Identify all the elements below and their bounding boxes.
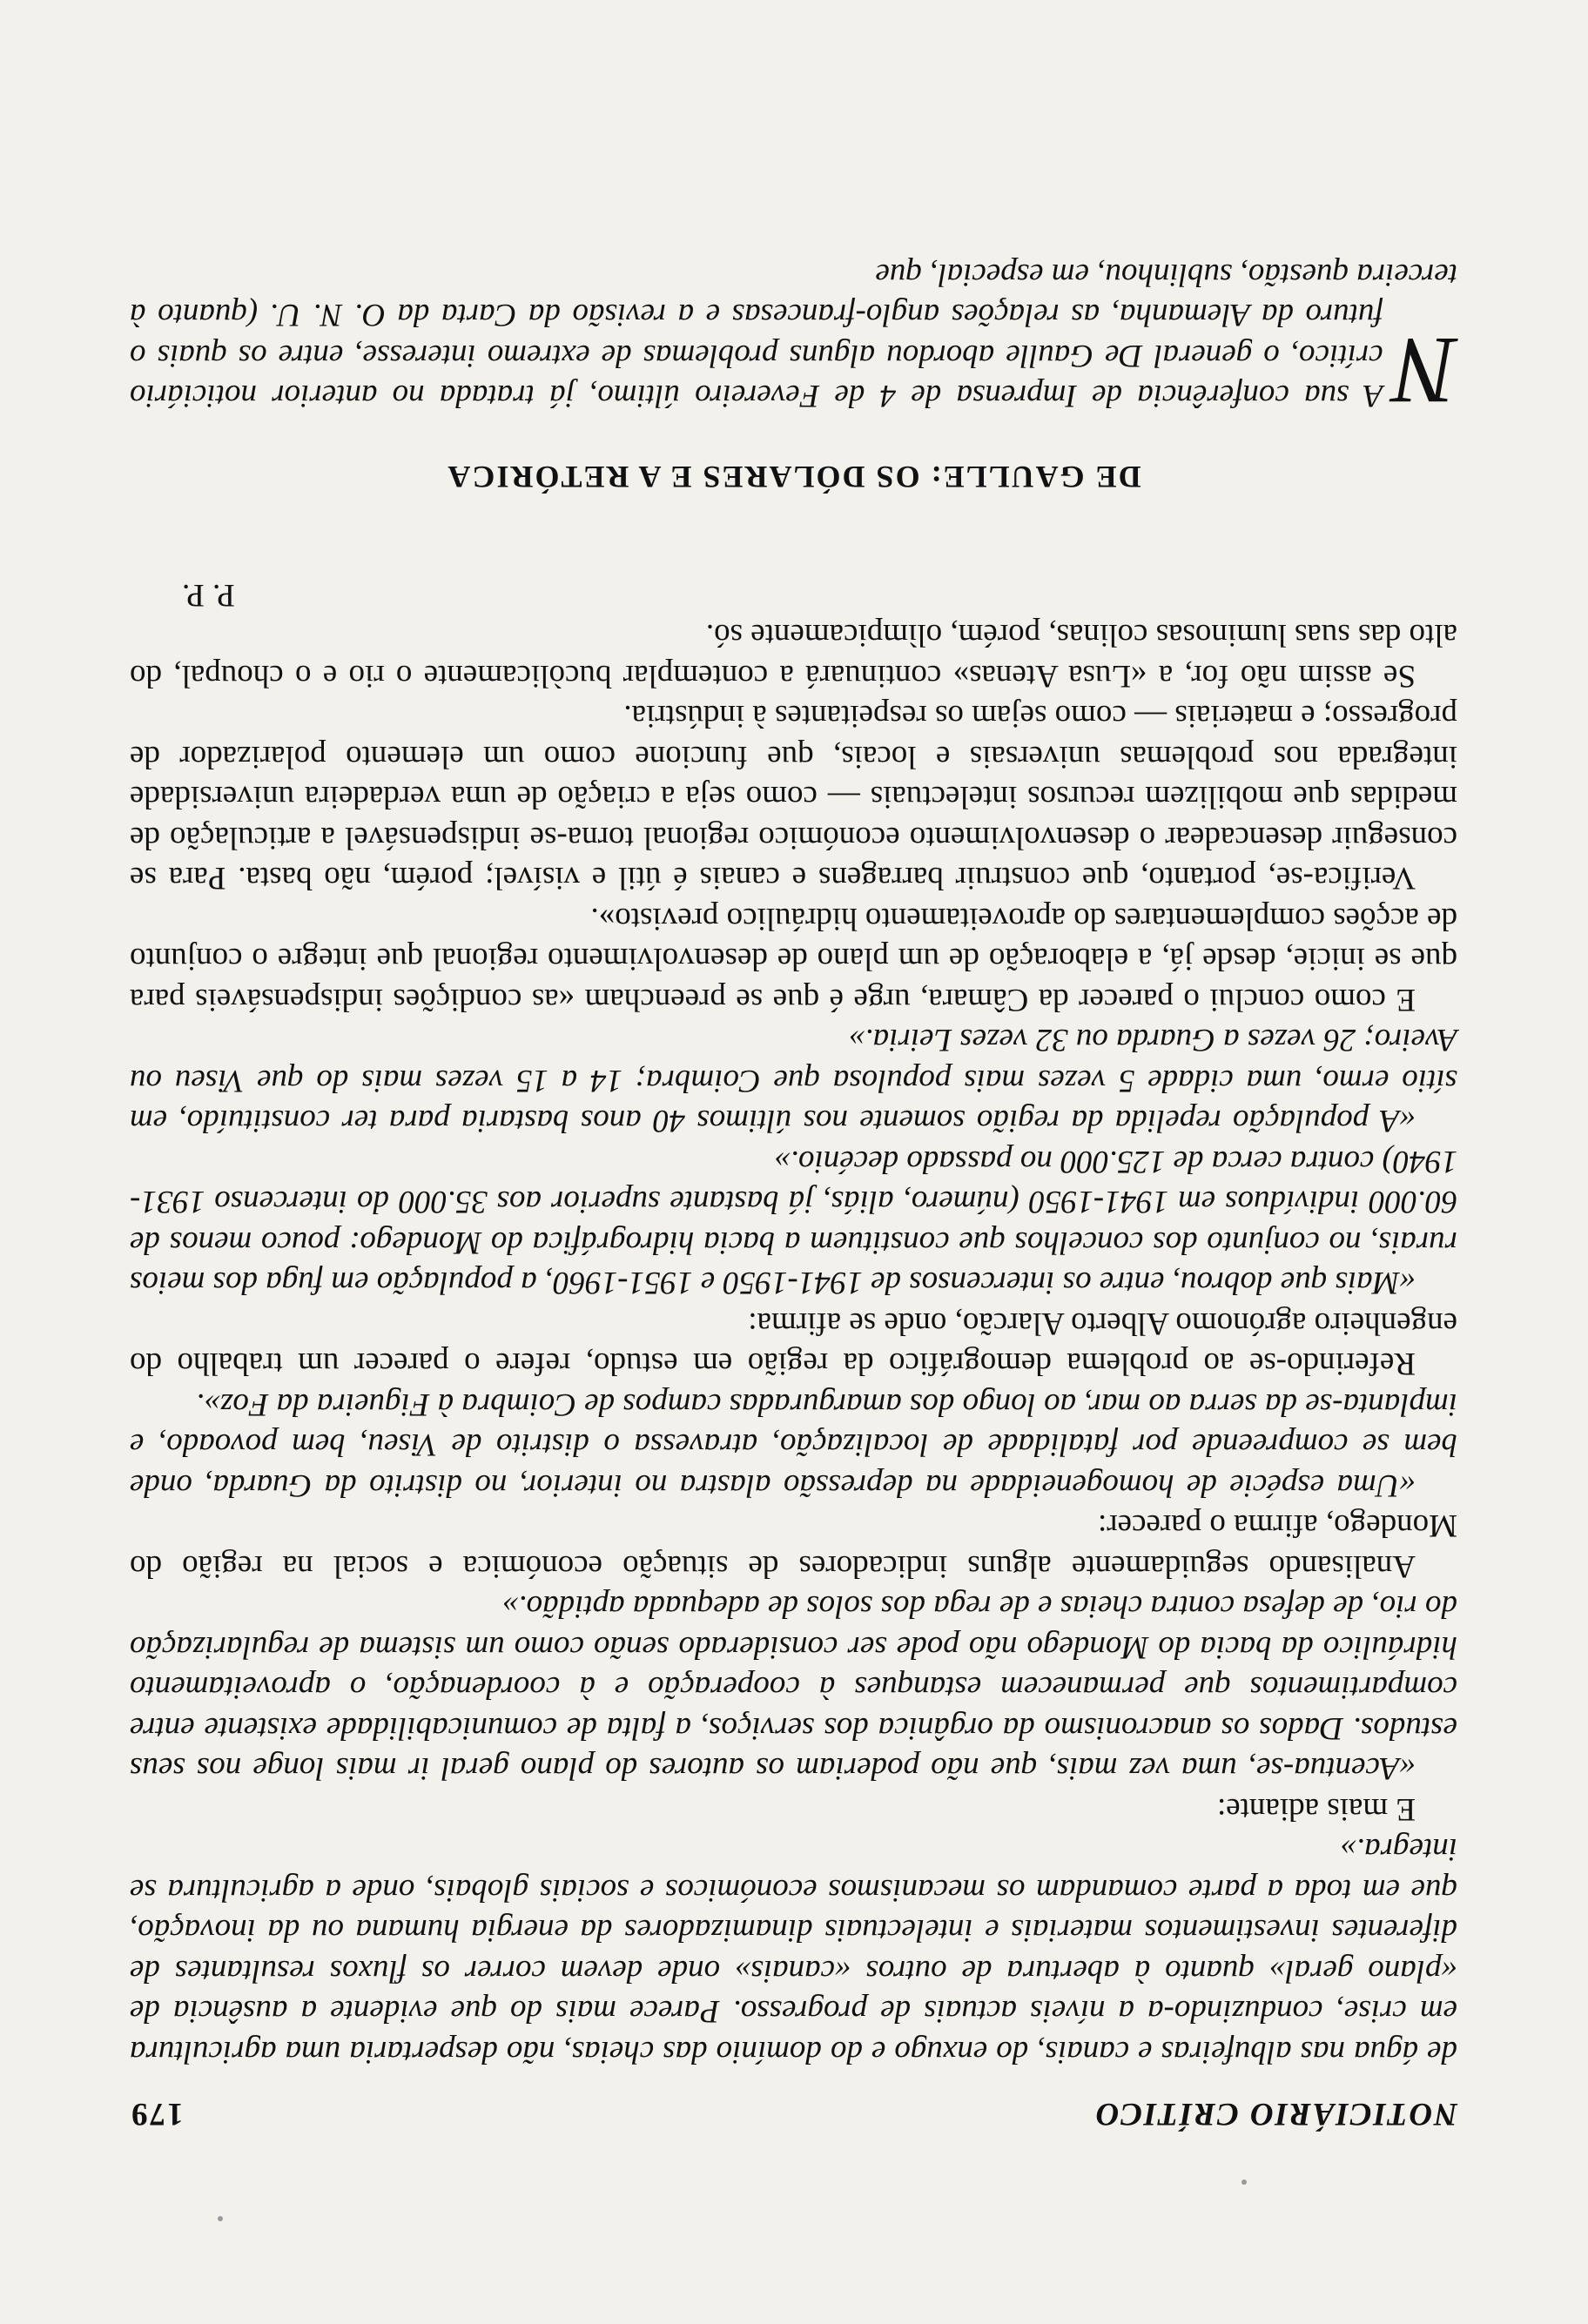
quote-continuation: de água nas albufeiras e canais, do enxugo e do domínio das cheias, não despertaria uma agricultura em crise, conduzindo-a a níveis actuais de progresso. Parece mais do que evidente a ausência de «plano geral» quanto à abertura de outros «canais» onde devem correr os fluxos resultantes de diferentes investimentos materiais e intelectuais dinamizadores da energia humana ou da inovação, que em toda a parte comandam os mecanismos económicos e sociais globais, onde a agricultura se integra.» — [130, 1831, 1457, 2070]
running-title: NOTICIÁRIO CRÍTICO — [1093, 2096, 1457, 2132]
quote: «Uma espécie de homogeneidade na depressão alastra no interior, no distrito da Guarda, onde bem se compreende por fatalidade de localização, atravessa o distrito de Viseu, bem povoado, e implanta-se da serra ao mar, ao longo dos amarguradas campos de Coimbra à Figueira da Foz». — [130, 1387, 1457, 1503]
scan-speck — [218, 2216, 223, 2221]
article-opening — [130, 254, 1457, 425]
running-header — [130, 2072, 1457, 2133]
paragraph: Analisando seguidamente alguns indicadores de situação económica e social na região do Mondego, afirma o parecer: — [130, 1508, 1457, 1584]
quote: «Acentua-se, uma vez mais, que não poderiam os autores do plano geral ir mais longe nos seus estudos. Dados os anacronismo da orgânica dos serviços, a falta de comunicabilidade existente entre compartimentos que permanecem estanques à cooperação e à coordenação, o aproveitamento hidráulico da bacia do Mondego não pode ser considerado senão como um sistema de regularização do rio, de defesa contra cheias e de rega dos solos de adequada aptidão.» — [130, 1589, 1457, 1787]
quote: «Mais que dobrou, entre os intercensos de 1941-1950 e 1951-1960, a população em fuga dos meios rurais, no conjunto dos concelhos que constituem a bacia hidrográfica do Mondego: pouco menos de 60.000 indivíduos em 1941-1950 (número, aliás, já bastante superior aos 35.000 do intercenso 1931-1940) contra cerca de 125.000 no passado decénio.» — [130, 1144, 1457, 1301]
paragraph: Verifica-se, portanto, que construir barragens e canais é útil e visível; porém, não basta. Para se conseguir desencadear o desenvolvimento económico regional torna-se indispensável a articulação de medidas que mobilizem recursos intelectuais — como seja a criação de uma verdadeira universidade integrada nos problemas universais e locais, que funcione como um elemento polarizador de progresso; e materiais — como sejam os respeitantes à indústria. — [130, 698, 1457, 897]
drop-cap: N — [1393, 318, 1457, 425]
page-content — [130, 254, 1457, 2133]
paragraph: E como conclui o parecer da Câmara, urge é que se preencham «as condições indispensáveis para que se inicie, desde já, a elaboração de um plano de desenvolvimento regional que integre o conjunto de acções complementares do aproveitamento hidráulico previsto». — [130, 901, 1457, 1018]
opening-text: A sua conferência de Imprensa de 4 de Fevereiro último, já tratada no anterior noticiário crítico, o general De Gaulle abordou alguns problemas de extremo interesse, entre os quais o futuro da Alemanha, as relações anglo-francesas e a revisão da Carta da O. N. U. (quanto à terceira questão, sublinhou, em especial, que — [130, 257, 1457, 414]
paragraph: Se assim não for, a «Lusa Atenas» continuará a contemplar bucòlicamente o rio e o choupal, do alto das suas luminosas colinas, porém, olìmpicamente só. — [130, 617, 1457, 694]
scan-speck — [1241, 2180, 1247, 2185]
page-number: 179 — [130, 2096, 184, 2132]
paragraph: Referindo-se ao problema demográfico da região em estudo, refere o parecer um trabalho do engenheiro agrónomo Alberto Alarcão, onde se afirma: — [130, 1306, 1457, 1382]
paragraph: E mais adiante: — [1216, 1791, 1416, 1827]
signature: P. P. — [182, 577, 235, 613]
section-title: DE GAULLE: OS DÓLARES E A RETÓRICA — [446, 460, 1141, 495]
quote: «A população repelida da região somente nos últimos 40 anos bastaria para ter constituído, em sítio ermo, uma cidade 5 vezes mais populosa que Coimbra; 14 a 15 vezes mais do que Viseu ou Aveiro; 26 vezes a Guarda ou 32 vezes Leiria.» — [130, 1022, 1457, 1139]
